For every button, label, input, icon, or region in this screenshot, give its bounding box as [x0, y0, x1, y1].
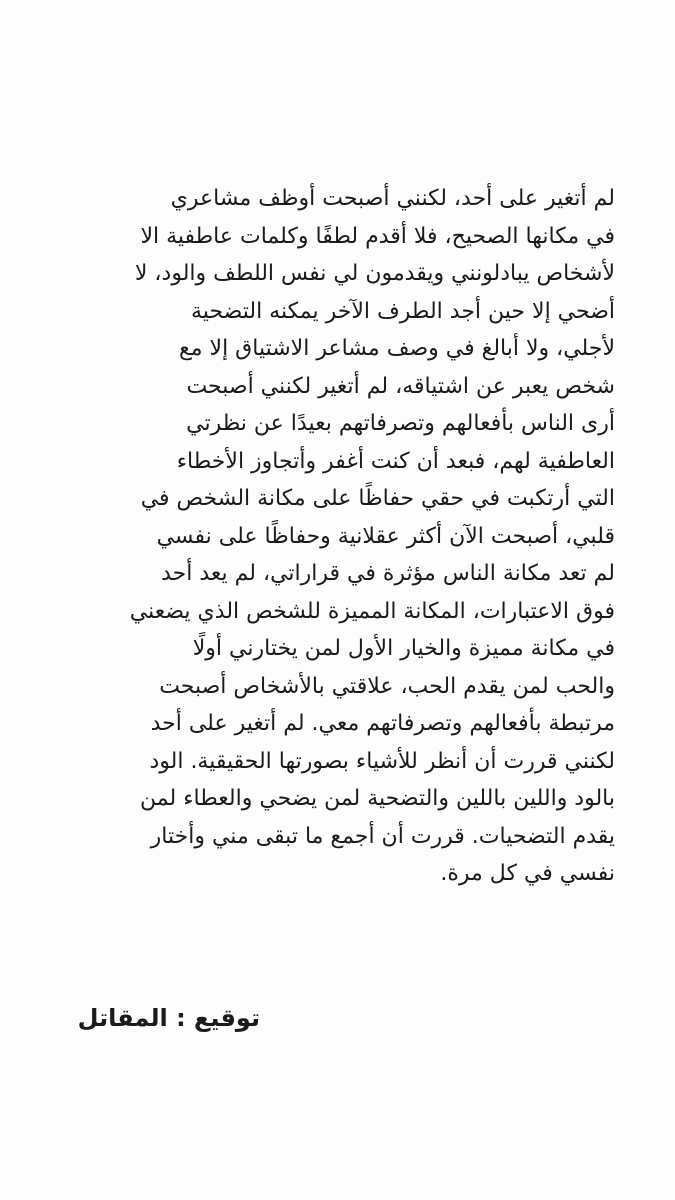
text-line: فوق الاعتبارات، المكانة المميزة للشخص الذي يضعني [129, 598, 615, 624]
text-line: لم تعد مكانة الناس مؤثرة في قراراتي، لم يعد أحد [161, 561, 615, 586]
text-line: لم أتغير على أحد، لكنني أصبحت أوظف مشاعري [170, 186, 615, 211]
text-line: شخص يعبر عن اشتياقه، لم أتغير لكنني أصبحت [186, 373, 615, 399]
text-line: العاطفية لهم، فبعد أن كنت أغفر وأتجاوز الأخطاء [176, 448, 615, 474]
text-line: في مكانها الصحيح، فلا أقدم لطفًا وكلمات عاطفية الا [140, 223, 615, 249]
text-line: قلبي، أصبحت الآن أكثر عقلانية وحفاظًا على نفسي [156, 523, 615, 549]
text-line: لأشخاص يبادلونني ويقدمون لي نفس اللطف والود، لا [134, 261, 615, 286]
text-line: لأجلي، ولا أبالغ في وصف مشاعر الاشتياق إلا مع [179, 336, 615, 361]
text-line: والحب لمن يقدم الحب، علاقتي بالأشخاص أصبحت [159, 673, 615, 699]
text-line: نفسي في كل مرة. [440, 861, 615, 886]
text-line: مرتبطة بأفعالهم وتصرفاتهم معي. لم أتغير على أحد [150, 711, 615, 736]
text-line: أضحي إلا حين أجد الطرف الآخر يمكنه التضحية [191, 298, 615, 324]
text-line: بالود واللين باللين والتضحية لمن يضحي والعطاء لمن [140, 786, 615, 811]
text-line: لكنني قررت أن أنظر للأشياء بصورتها الحقيقية. الود [149, 748, 615, 774]
body-text [60, 180, 615, 893]
text-line: التي أرتكبت في حقي حفاظًا على مكانة الشخص في [140, 486, 615, 511]
signature: توقيع : المقاتل [77, 1004, 260, 1032]
text-line: أرى الناس بأفعالهم وتصرفاتهم بعيدًا عن نظرتي [186, 411, 615, 436]
text-line: في مكانة مميزة والخيار الأول لمن يختارني أولًا [192, 636, 615, 661]
text-line: يقدم التضحيات. قررت أن أجمع ما تبقى مني وأختار [150, 823, 615, 849]
